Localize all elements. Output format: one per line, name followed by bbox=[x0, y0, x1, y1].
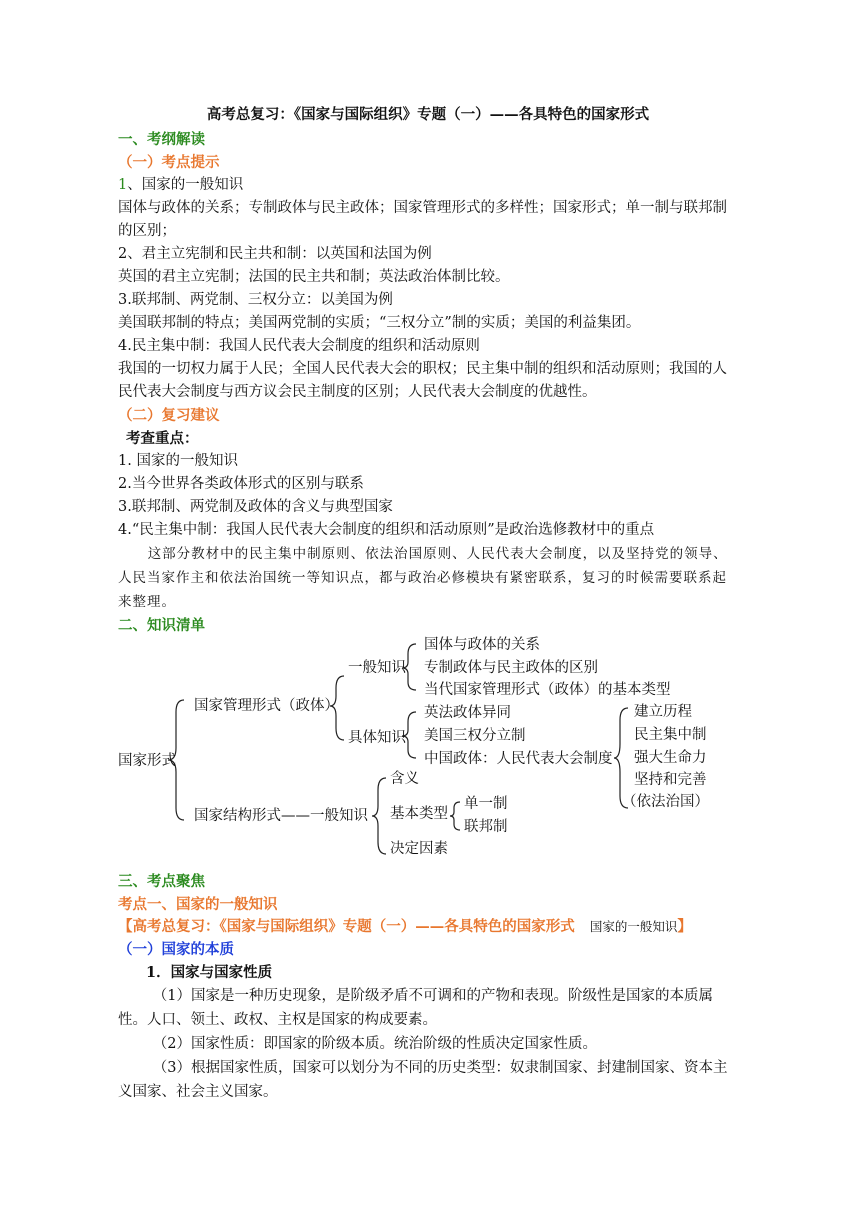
tree-npc-item-3: 强大生命力 bbox=[634, 750, 707, 766]
document-body bbox=[118, 104, 738, 637]
tree-npc-item-5: （依法治国） bbox=[622, 794, 709, 810]
tree-npc-item-4: 坚持和完善 bbox=[634, 772, 707, 788]
tree-npc-item-1: 建立历程 bbox=[634, 704, 692, 720]
subheading-review-advice: （二）复习建议 bbox=[118, 407, 220, 424]
video-link-end: 】 bbox=[677, 918, 692, 935]
tree-struct-item-3: 决定因素 bbox=[390, 841, 448, 857]
tree-specific-item-2: 美国三权分立制 bbox=[424, 728, 526, 744]
tree-specific-item-1: 英法政体异同 bbox=[424, 705, 511, 721]
item4-title: 4.民主集中制：我国人民代表大会制度的组织和活动原则 bbox=[118, 338, 480, 354]
item1-text: 、国家的一般知识 bbox=[127, 177, 244, 193]
section-heading-focus: 三、考点聚焦 bbox=[118, 873, 205, 890]
document-title: 高考总复习：《国家与国际组织》专题（一）——各具特色的国家形式 bbox=[206, 106, 650, 123]
paragraph-3: （3）根据国家性质，国家可以划分为不同的历史类型：奴隶制国家、封建制国家、资本主义国家、社会主义国家。 bbox=[118, 1060, 728, 1100]
types-brace bbox=[450, 802, 460, 830]
tree-general-item-1: 国体与政体的关系 bbox=[424, 637, 540, 653]
video-link-title[interactable] bbox=[118, 916, 758, 938]
tree-general-item-2: 专制政体与民主政体的区别 bbox=[424, 660, 598, 676]
tree-root: 国家形式 bbox=[118, 753, 176, 769]
tree-type-item-1: 单一制 bbox=[464, 796, 508, 812]
knowledge-tree-diagram bbox=[118, 630, 738, 862]
section-heading-knowledge-list: 二、知识清单 bbox=[118, 617, 205, 634]
section-heading-outline: 一、考纲解读 bbox=[118, 131, 205, 148]
tree-gov-form: 国家管理形式（政体） bbox=[194, 698, 339, 714]
tree-struct-item-1: 含义 bbox=[390, 771, 419, 787]
item1-title bbox=[118, 174, 738, 197]
subheading-state-essence: （一）国家的本质 bbox=[118, 941, 234, 958]
video-link-main: 【高考总复习：《国家与国际组织》专题（一）——各具特色的国家形式 bbox=[118, 918, 575, 935]
focus-item-1: 1. 国家的一般知识 bbox=[118, 453, 238, 469]
item1-description: 国体与政体的关系；专制政体与民主政体；国家管理形式的多样性；国家形式；单一制与联邦制的区别； bbox=[118, 200, 727, 239]
video-link-subtitle: 国家的一般知识 bbox=[589, 919, 678, 934]
item3-title: 3.联邦制、两党制、三权分立：以美国为例 bbox=[118, 292, 393, 308]
paragraph-1: （1）国家是一种历史现象，是阶级矛盾不可调和的产物和表现。阶级性是国家的本质属性。人口、领土、政权、主权是国家的构成要素。 bbox=[118, 988, 714, 1028]
tree-type-item-2: 联邦制 bbox=[464, 819, 508, 835]
tree-specific-item-3: 中国政体：人民代表大会制度 bbox=[424, 751, 613, 767]
focus-label: 考查重点： bbox=[126, 430, 199, 447]
focus-item-2: 2.当今世界各类政体形式的区别与联系 bbox=[118, 476, 364, 492]
focus-note: 这部分教材中的民主集中制原则、依法治国原则、人民代表大会制度，以及坚持党的领导、人民当家作主和依法治国统一等知识点，都与政治必修模块有紧密联系，复习的时候需要联系起来整理。 bbox=[118, 546, 728, 610]
focus-item-3: 3.联邦制、两党制及政体的含义与典型国家 bbox=[118, 499, 393, 515]
point1-heading: 考点一、国家的一般知识 bbox=[118, 896, 278, 913]
item1-number: 1 bbox=[118, 177, 128, 193]
tree-npc-item-2: 民主集中制 bbox=[634, 727, 707, 743]
tree-struct-form: 国家结构形式——一般知识 bbox=[194, 808, 368, 824]
item2-description: 英国的君主立宪制；法国的民主共和制；英法政治体制比较。 bbox=[118, 269, 510, 285]
subheading-exam-points: （一）考点提示 bbox=[118, 154, 220, 171]
tree-general-item-3: 当代国家管理形式（政体）的基本类型 bbox=[424, 682, 671, 698]
item4-description: 我国的一切权力属于人民；全国人民代表大会的职权；民主集中制的组织和活动原则；我国的人民代表大会制度与西方议会民主制度的区别；人民代表大会制度的优越性。 bbox=[118, 361, 727, 400]
item3-description: 美国联邦制的特点；美国两党制的实质；“三权分立”制的实质；美国的利益集团。 bbox=[118, 315, 641, 331]
focus-section bbox=[118, 870, 758, 1104]
tree-specific-knowledge: 具体知识 bbox=[348, 730, 406, 746]
item2-title: 2、君主立宪制和民主共和制：以英国和法国为例 bbox=[118, 246, 432, 262]
tree-struct-item-2: 基本类型 bbox=[390, 806, 448, 822]
paragraph-2: （2）国家性质：即国家的阶级本质。统治阶级的性质决定国家性质。 bbox=[152, 1036, 598, 1052]
tree-general-knowledge: 一般知识 bbox=[348, 660, 406, 676]
focus-item-4: 4.“民主集中制：我国人民代表大会制度的组织和活动原则”是政治选修教材中的重点 bbox=[118, 522, 655, 538]
struct-brace bbox=[372, 778, 386, 854]
heading-state-nature: 1．国家与国家性质 bbox=[146, 964, 273, 981]
